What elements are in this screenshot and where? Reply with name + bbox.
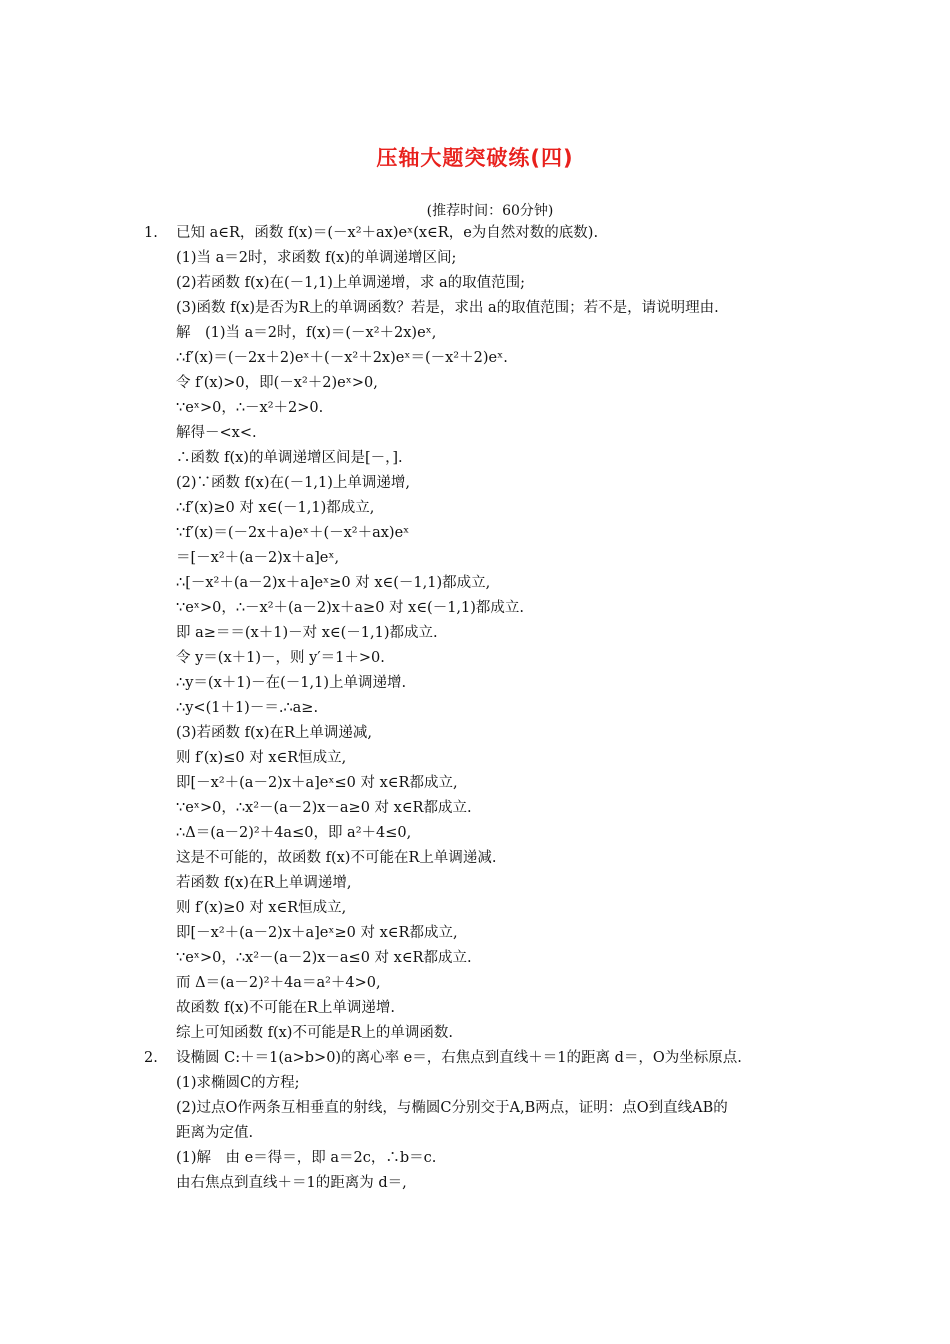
text-line: 距离为定值. [176,1125,254,1141]
text-line: 令 y＝(x＋1)－，则 y′＝1＋>0. [176,650,385,666]
text-line: ∵eˣ>0，∴－x²＋(a－2)x＋a≥0 对 x∈(－1,1)都成立. [176,600,525,616]
text-line: (2)∵函数 f(x)在(－1,1)上单调递增, [176,475,410,491]
page-title: 压轴大题突破练(四) [376,146,574,170]
text-line: ∵eˣ>0，∴－x²＋2>0. [176,400,324,416]
text-line: ∴f′(x)≥0 对 x∈(－1,1)都成立, [176,500,375,516]
text-line: 由右焦点到直线＋＝1的距离为 d＝, [176,1175,407,1191]
text-line: ∴函数 f(x)的单调递增区间是[－，]. [176,450,403,466]
text-line: 故函数 f(x)不可能在R上单调递增. [176,1000,395,1016]
text-line: (1)解 由 e＝得＝，即 a＝2c，∴b＝c. [176,1150,437,1166]
text-line: (2)若函数 f(x)在(－1,1)上单调递增，求 a的取值范围; [176,275,526,291]
text-line: 综上可知函数 f(x)不可能是R上的单调函数. [176,1025,453,1041]
text-line: 设椭圆 C:＋＝1(a>b>0)的离心率 e＝，右焦点到直线＋＝1的距离 d＝，O为坐标原点. [176,1050,742,1066]
text-line: 这是不可能的，故函数 f(x)不可能在R上单调递减. [176,850,497,866]
text-line: 解 (1)当 a＝2时，f(x)＝(－x²＋2x)eˣ, [176,325,437,341]
text-line: ∴f′(x)＝(－2x＋2)eˣ＋(－x²＋2x)eˣ＝(－x²＋2)eˣ. [176,350,508,366]
text-line: ＝[－x²＋(a－2)x＋a]eˣ, [176,550,340,566]
page-subtitle: (推荐时间：60分钟) [426,203,554,219]
text-line: ∵eˣ>0，∴x²－(a－2)x－a≥0 对 x∈R都成立. [176,800,472,816]
text-line: (2)过点O作两条互相垂直的射线，与椭圆C分别交于A,B两点，证明：点O到直线AB的 [176,1100,728,1116]
text-line: ∴Δ＝(a－2)²＋4a≤0，即 a²＋4≤0, [176,825,412,841]
text-line: 已知 a∈R，函数 f(x)＝(－x²＋ax)eˣ(x∈R，e为自然对数的底数). [176,225,599,241]
problem-number: 1. [144,225,158,241]
text-line: (1)求椭圆C的方程; [176,1075,300,1091]
problem-number: 2. [144,1050,158,1066]
text-line: 则 f′(x)≥0 对 x∈R恒成立, [176,900,347,916]
text-line: ∵f′(x)＝(－2x＋a)eˣ＋(－x²＋ax)eˣ [176,525,410,541]
text-line: (3)若函数 f(x)在R上单调递减, [176,725,373,741]
text-line: 即[－x²＋(a－2)x＋a]eˣ≥0 对 x∈R都成立, [176,925,458,941]
text-line: 令 f′(x)>0，即(－x²＋2)eˣ>0, [176,375,378,391]
text-line: (1)当 a＝2时，求函数 f(x)的单调递增区间; [176,250,457,266]
text-line: 即 a≥＝＝(x＋1)－对 x∈(－1,1)都成立. [176,625,438,641]
text-line: ∵eˣ>0，∴x²－(a－2)x－a≤0 对 x∈R都成立. [176,950,472,966]
text-line: ∴y＝(x＋1)－在(－1,1)上单调递增. [176,675,407,691]
text-line: 而 Δ＝(a－2)²＋4a＝a²＋4>0, [176,975,381,991]
text-line: ∴y<(1＋1)－＝.∴a≥. [176,700,319,716]
text-line: 解得－<x<. [176,425,257,441]
text-line: (3)函数 f(x)是否为R上的单调函数？若是，求出 a的取值范围；若不是，请说明理由. [176,300,719,316]
text-line: 则 f′(x)≤0 对 x∈R恒成立, [176,750,347,766]
text-line: 即[－x²＋(a－2)x＋a]eˣ≤0 对 x∈R都成立, [176,775,458,791]
text-line: ∴[－x²＋(a－2)x＋a]eˣ≥0 对 x∈(－1,1)都成立, [176,575,491,591]
text-line: 若函数 f(x)在R上单调递增, [176,875,352,891]
